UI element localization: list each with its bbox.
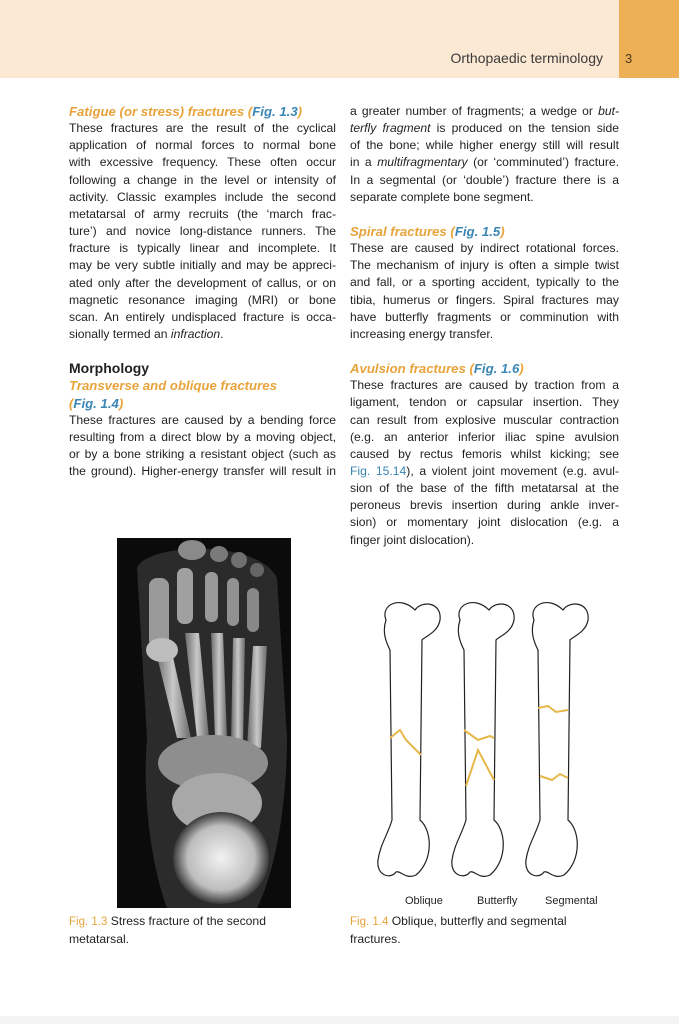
fatigue-paragraph (69, 120, 336, 326)
foot-xray-image (117, 538, 291, 908)
text-line: may be very subtle initially and may be appreci- (69, 258, 336, 273)
text-line: have butterfly fragments or comminution with (350, 309, 619, 324)
text-line: These fractures are the result of the cyclical (69, 121, 336, 136)
text-line: metatarsal of army recruits (the ‘march frac- (69, 206, 336, 221)
avulsion-heading: Avulsion fractures (Fig. 1.6) (350, 361, 524, 377)
continuation-line: In a segmental (or ‘double’) fracture there is a (350, 172, 619, 187)
right-column (350, 103, 619, 549)
fig-1-3-ref[interactable]: Fig. 1.3 (252, 104, 298, 119)
transverse-oblique-ref: (Fig. 1.4) (69, 395, 124, 411)
text-line: ligament, tendon or capsular insertion. They (350, 395, 619, 410)
text-line: following a change in the level or intensity of (69, 172, 336, 187)
femur-fracture-diagram (360, 590, 620, 910)
femur-fracture-illustration (360, 590, 620, 890)
text-line: peroneus brevis insertion during ankle inver- (350, 498, 619, 513)
text-line: fracture is typically linear and incomplete. It (69, 241, 336, 256)
text-line: and fall, or a sporting accident, typically to the (350, 275, 619, 290)
text-line: These are caused by indirect rotational forces. (350, 241, 619, 256)
text-line: tibia, humerus or fingers. Spiral fractures may (350, 292, 619, 307)
spiral-last-line: increasing energy transfer. (350, 326, 494, 341)
fig-1-6-ref[interactable]: Fig. 1.6 (473, 361, 520, 377)
text-line: caused by rectus femoris whilst kicking; see (350, 446, 619, 461)
text-line: can result from explosive muscular contraction (350, 412, 619, 427)
text-line: ture’) and novice long-distance runners. The (69, 224, 336, 239)
transverse-oblique-heading: Transverse and oblique fractures (69, 378, 277, 394)
butterfly-label: Butterfly (477, 895, 518, 907)
transverse-paragraph (69, 412, 336, 481)
fig-1-3-label: Fig. 1.3 (69, 916, 108, 928)
fig-15-14-ref[interactable]: Fig. 15.14 (350, 463, 407, 478)
text-line: (e.g. an anterior inferior iliac spine avulsion (350, 429, 619, 444)
text-line: activity. Classic examples include the second (69, 189, 336, 204)
foot-xray-illustration (117, 538, 291, 908)
spiral-heading: Spiral fractures (Fig. 1.5) (350, 223, 505, 239)
text-line: with excessive frequency. These often occur (69, 155, 336, 170)
spiral-paragraph (350, 240, 619, 326)
avulsion-last-line: finger joint dislocation). (350, 532, 475, 547)
fig-1-4-ref[interactable]: Fig. 1.4 (73, 395, 119, 411)
fig-1-4-label: Fig. 1.4 (350, 916, 389, 928)
text-line: magnetic resonance imaging (MRI) or bone (69, 292, 336, 307)
fatigue-heading: Fatigue (or stress) fractures (Fig. 1.3) (69, 104, 303, 119)
avulsion-paragraph-cont (350, 480, 619, 531)
avulsion-paragraph (350, 377, 619, 463)
text-line: These fractures are caused by traction from a (350, 378, 619, 393)
page-bottom-edge (0, 1016, 679, 1024)
text-line: sion of the base of the fifth metatarsal at the (350, 481, 619, 496)
text-line: ated only after the development of callus, or on (69, 275, 336, 290)
continuation-line: of the bone; while higher energy still will result (350, 138, 619, 153)
oblique-label: Oblique (405, 895, 443, 907)
page-number-tab (619, 0, 679, 78)
text-line: or by a bone striking a resistant object (such as (69, 446, 336, 461)
running-head-title: Orthopaedic terminology (450, 50, 603, 66)
page-number: 3 (625, 51, 633, 66)
text-line: sion) or momentary joint dislocation (e.g. a (350, 515, 619, 530)
avulsion-ref-line: Fig. 15.14), a violent joint movement (e.g. avul- (350, 463, 619, 478)
continuation-line: a greater number of fragments; a wedge or but- (350, 104, 619, 118)
fig-1-3-caption: Fig. 1.3 Stress fracture of the second metatarsal. (69, 914, 266, 946)
text-line: the ground). Higher-energy transfer will result in (69, 464, 336, 479)
morphology-heading: Morphology (69, 360, 150, 377)
continuation-line: separate complete bone segment. (350, 189, 534, 204)
fatigue-last-line: sionally termed an infraction. (69, 327, 224, 342)
text-line: These fractures are caused by a bending force (69, 412, 336, 427)
page-header (0, 0, 679, 78)
fig-1-4-caption: Fig. 1.4 Oblique, butterfly and segmental fractures. (350, 914, 567, 946)
text-line: scan. An entirely undisplaced fracture is occa- (69, 309, 336, 324)
text-line: application of normal forces to normal bone (69, 138, 336, 153)
continuation-line: terfly fragment is produced on the tension side (350, 121, 620, 136)
text-line: The mechanism of injury is often a simple twist (350, 258, 619, 273)
left-column (69, 103, 336, 480)
fig-1-5-ref[interactable]: Fig. 1.5 (454, 223, 501, 239)
continuation-line: in a multifragmentary (or ‘comminuted’) fracture. (350, 155, 620, 170)
segmental-label: Segmental (545, 895, 598, 907)
text-line: resulting from a direct blow by a moving object, (69, 429, 336, 444)
